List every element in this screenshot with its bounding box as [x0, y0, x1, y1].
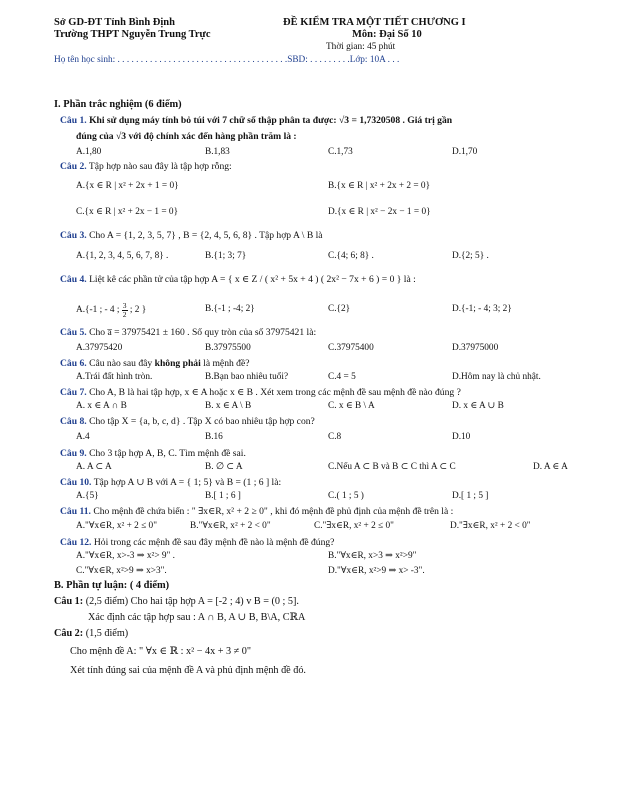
- question-text: Cho 3 tập hợp A, B, C. Tìm mệnh đề sai.: [89, 448, 246, 459]
- question-5-stem: [60, 327, 316, 338]
- essay-question-2: [54, 628, 128, 640]
- question-2-option-a: A.{x ∈ R | x² + 2x + 1 = 0}: [76, 181, 179, 191]
- question-2-option-d: D.{x ∈ R | x² − 2x − 1 = 0}: [328, 207, 431, 217]
- question-11-option-b: B."∀x∈R, x² + 2 < 0": [190, 521, 271, 531]
- question-emphasis: không phải: [154, 358, 201, 369]
- question-7-option-c: C. x ∈ B \ A: [328, 401, 375, 411]
- question-5-option-d: D.37975000: [452, 343, 499, 353]
- question-10-option-c: C.( 1 ; 5 ): [328, 491, 364, 501]
- question-8-option-c: C.8: [328, 432, 342, 442]
- option-text-tail: ; 2 }: [127, 305, 147, 316]
- question-text: Cho A = {1, 2, 3, 5, 7} , B = {2, 4, 5, 6, 8} . Tập hợp A \ B là: [89, 230, 323, 241]
- question-3-option-c: C.{4; 6; 8} .: [328, 251, 374, 261]
- question-text: Cho tập X = {a, b, c, d} . Tập X có bao nhiêu tập hợp con?: [89, 416, 315, 427]
- essay-question-2-label: Câu 2:: [54, 628, 84, 639]
- question-10-option-a: A.{5}: [76, 491, 99, 501]
- essay-question-2-task: Xét tính đúng sai của mệnh đề A và phủ định mệnh đề đó.: [70, 665, 306, 676]
- question-1-stem-line2: đúng của √3 với độ chính xác đến hàng phần trăm là :: [76, 131, 297, 142]
- exam-subject: Môn: Đại Số 10: [352, 29, 422, 40]
- question-number: Câu 7.: [60, 387, 87, 398]
- question-8-option-d: D.10: [452, 432, 471, 442]
- question-3-stem: [60, 230, 323, 241]
- part1-title: I. Phần trắc nghiệm (6 điểm): [54, 99, 182, 110]
- question-8-option-b: B.16: [205, 432, 223, 442]
- question-number: Câu 3.: [60, 230, 87, 241]
- question-5-option-b: B.37975500: [205, 343, 251, 353]
- question-12-option-a: A."∀x∈R, x>-3 ⇒ x²> 9" .: [76, 551, 175, 561]
- question-number: Câu 5.: [60, 327, 87, 338]
- question-number: Câu 4.: [60, 274, 87, 285]
- fraction-denominator: 2: [122, 309, 127, 319]
- question-9-option-a: A. A ⊂ A: [76, 462, 112, 472]
- question-number: Câu 12.: [60, 537, 92, 548]
- question-text: Hỏi trong các mệnh đề sau đây mệnh đề nào là mệnh đề đúng?: [93, 537, 335, 548]
- question-5-option-c: C.37975400: [328, 343, 374, 353]
- question-number: Câu 6.: [60, 358, 87, 369]
- question-number: Câu 8.: [60, 416, 87, 427]
- question-2-stem: [60, 161, 232, 172]
- question-number: Câu 2.: [60, 161, 87, 172]
- essay-question-2-statement: Cho mệnh đề A: " ∀x ∈ ℝ : x² − 4x + 3 ≠ 0": [70, 646, 252, 657]
- question-4-stem: [60, 274, 416, 285]
- question-text: Cho a̅ = 37975421 ± 160 . Số quy tròn của số 37975421 là:: [89, 327, 317, 338]
- question-4-option-b: B.{-1 ; -4; 2}: [205, 304, 255, 314]
- question-12-stem: [60, 537, 334, 548]
- question-7-stem: [60, 387, 461, 398]
- question-text: Câu nào sau đây: [89, 358, 155, 369]
- essay-question-1-label: Câu 1:: [54, 596, 84, 607]
- question-1-option-d: D.1,70: [452, 147, 478, 157]
- question-1-option-a: A.1,80: [76, 147, 102, 157]
- question-4-option-d: D.{-1; - 4; 3; 2}: [452, 304, 512, 314]
- question-3-option-b: B.{1; 3; 7}: [205, 251, 247, 261]
- question-text: Cho A, B là hai tập hợp, x ∈ A hoặc x ∈ B . Xét xem trong các mệnh đề sau mệnh đề nào đúng ?: [89, 387, 461, 398]
- question-7-option-d: D. x ∈ A ∪ B: [452, 401, 504, 411]
- part2-title: B. Phần tự luận: ( 4 điểm): [54, 580, 170, 591]
- question-11-option-d: D."∃x∈R, x² + 2 < 0": [450, 521, 531, 531]
- exam-title: ĐỀ KIỂM TRA MỘT TIẾT CHƯƠNG I: [283, 17, 466, 28]
- question-11-option-a: A."∀x∈R, x² + 2 ≤ 0": [76, 521, 157, 531]
- question-9-option-d: D. A ∈ A: [533, 462, 568, 472]
- question-5-option-a: A.37975420: [76, 343, 123, 353]
- question-6-option-a: A.Trái đất hình tròn.: [76, 372, 153, 382]
- question-9-option-b: B. ∅ ⊂ A: [205, 462, 243, 472]
- question-2-option-c: C.{x ∈ R | x² + 2x − 1 = 0}: [76, 207, 179, 217]
- question-number: Câu 10.: [60, 477, 92, 488]
- question-1-option-c: C.1,73: [328, 147, 353, 157]
- question-text: Tập hợp A ∪ B với A = { 1; 5} và B = (1 ; 6 ] là:: [93, 477, 282, 488]
- question-number: Câu 9.: [60, 448, 87, 459]
- question-9-stem: [60, 448, 246, 459]
- question-text: Cho mệnh đề chứa biến : " ∃x∈R, x² + 2 ≥ 0" , khi đó mệnh đề phủ định của mệnh đề trên là :: [93, 506, 454, 517]
- question-text: Khi sử dụng máy tính bỏ túi với 7 chữ số thập phân ta được: √3 = 1,7320508 . Giá trị gần: [89, 115, 453, 126]
- essay-question-2-points: (1,5 điểm): [85, 628, 129, 639]
- question-1-stem: [60, 115, 452, 126]
- question-11-option-c: C."∃x∈R, x² + 2 ≤ 0": [314, 521, 394, 531]
- essay-question-1-text: (2,5 điểm) Cho hai tập hợp A = [-2 ; 4) v B = (0 ; 5].: [85, 596, 299, 607]
- question-6-option-c: C.4 = 5: [328, 372, 356, 382]
- question-text-end: là mệnh đề?: [200, 358, 250, 369]
- question-12-option-c: C."∀x∈R, x²>9 ⇒ x>3".: [76, 566, 167, 576]
- question-number: Câu 1.: [60, 115, 87, 126]
- school-name: Trường THPT Nguyễn Trung Trực: [54, 29, 211, 40]
- question-2-option-b: B.{x ∈ R | x² + 2x + 2 = 0}: [328, 181, 431, 191]
- question-6-option-d: D.Hôm nay là chủ nhật.: [452, 372, 541, 382]
- question-text: Liệt kê các phần tử của tập hợp A = { x ∈ Z / ( x² + 5x + 4 ) ( 2x² − 7x + 6 ) = 0 } là :: [89, 274, 416, 285]
- question-6-stem: [60, 358, 250, 369]
- question-11-stem: [60, 506, 453, 517]
- question-8-stem: [60, 416, 315, 427]
- exam-duration: Thời gian: 45 phút: [326, 42, 396, 52]
- question-10-option-d: D.[ 1 ; 5 ]: [452, 491, 489, 501]
- question-3-option-a: A.{1, 2, 3, 4, 5, 6, 7, 8} .: [76, 251, 169, 261]
- option-text: A.{-1 ; - 4 ;: [76, 305, 122, 316]
- question-4-option-c: C.{2}: [328, 304, 351, 314]
- essay-question-1-task: Xác định các tập hợp sau : A ∩ B, A ∪ B, B\A, CℝA: [88, 612, 306, 623]
- question-8-option-a: A.4: [76, 432, 90, 442]
- question-9-option-c: C.Nếu A ⊂ B và B ⊂ C thì A ⊂ C: [328, 462, 456, 472]
- fraction-numerator: 3: [122, 301, 127, 310]
- department-name: Sở GD-ĐT Tỉnh Bình Định: [54, 17, 175, 28]
- essay-question-1: [54, 596, 299, 608]
- question-4-option-a: [76, 302, 146, 318]
- question-3-option-d: D.{2; 5} .: [452, 251, 489, 261]
- question-6-option-b: B.Bạn bao nhiêu tuổi?: [205, 372, 289, 382]
- question-1-option-b: B.1,83: [205, 147, 230, 157]
- question-12-option-b: B."∀x∈R, x>3 ⇒ x²>9": [328, 551, 417, 561]
- question-7-option-b: B. x ∈ A \ B: [205, 401, 252, 411]
- student-info-line: Họ tên học sinh: . . . . . . . . . . . . . . . . . . . . . . . . . . . . . . . . . . . . .SBD: . . . . . . . . .Lớp: 10A . . .: [54, 55, 400, 65]
- question-12-option-d: D."∀x∈R, x²>9 ⇒ x> -3".: [328, 566, 425, 576]
- question-number: Câu 11.: [60, 506, 91, 517]
- question-7-option-a: A. x ∈ A ∩ B: [76, 401, 127, 411]
- question-text: Tập hợp nào sau đây là tập hợp rỗng:: [88, 161, 232, 172]
- question-10-stem: [60, 477, 281, 488]
- question-10-option-b: B.[ 1 ; 6 ]: [205, 491, 241, 501]
